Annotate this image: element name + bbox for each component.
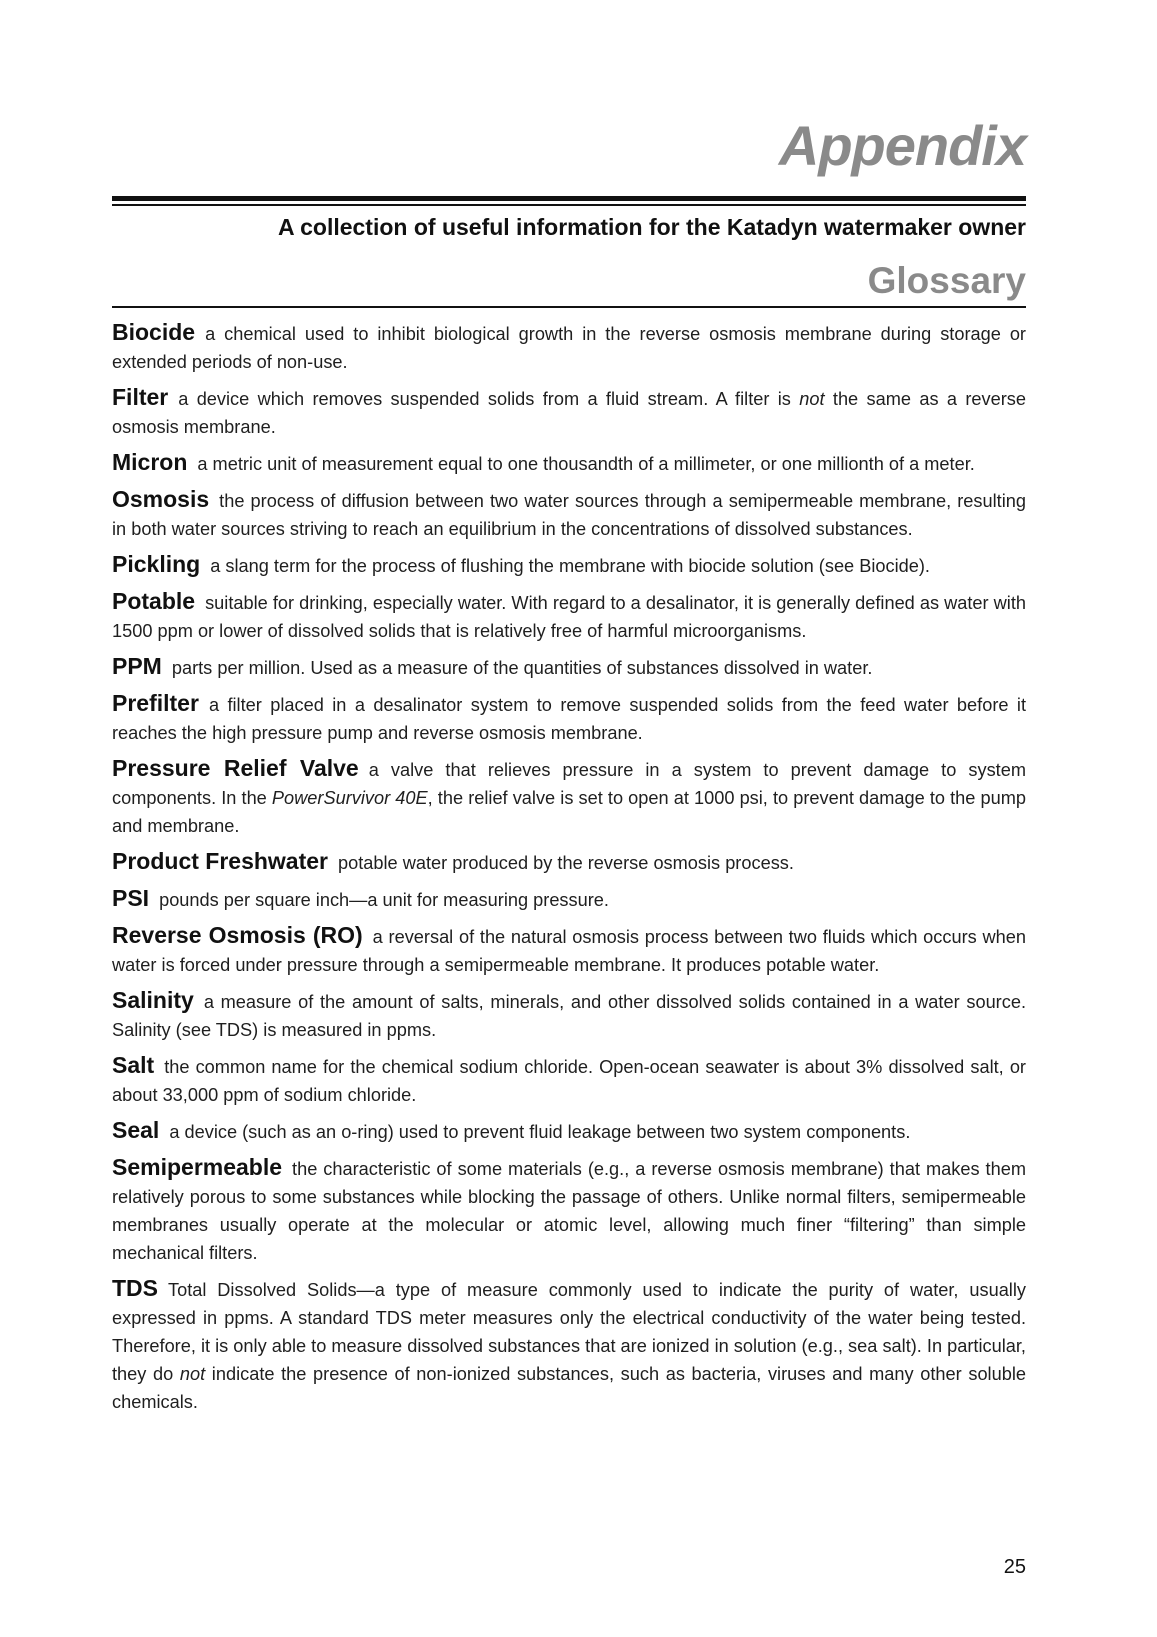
glossary-definition (112, 324, 1026, 372)
glossary-entry (112, 652, 1026, 682)
definition-text: the characteristic of some materials (e.g., a reverse osmosis membrane) that makes them relatively porous to some substances while blocking the passage of others. Unlike normal filters, semipermeable membranes usually operate at the molecular or atomic level, allowing much finer “filtering” than simple mechanical filters. (112, 1159, 1026, 1263)
glossary-definition (112, 1280, 1026, 1412)
page-subtitle: A collection of useful information for the Katadyn watermaker owner (277, 214, 1026, 240)
definition-text: a slang term for the process of flushing the membrane with biocide solution (see Biocide). (210, 556, 930, 576)
emphasis-text: PowerSurvivor 40E (271, 788, 428, 808)
glossary-entry (112, 550, 1026, 580)
definition-text: parts per million. Used as a measure of the quantities of substances dissolved in water. (171, 658, 873, 678)
glossary-entry (112, 485, 1026, 543)
glossary-entry (112, 383, 1026, 441)
definition-text: a chemical used to inhibit biological growth in the reverse osmosis membrane during storage or extended periods of non-use. (112, 324, 1026, 372)
glossary-definition (112, 593, 1026, 641)
definition-text: the process of diffusion between two water sources through a semipermeable membrane, resulting in both water sources striving to reach an equilibrium in the concentrations of dissolved substances. (112, 491, 1026, 539)
glossary-definition (159, 890, 609, 910)
definition-text: a metric unit of measurement equal to one thousandth of a millimeter, or one millionth of a meter. (197, 454, 975, 474)
definition-text: the common name for the chemical sodium chloride. Open-ocean seawater is about 3% dissolved salt, or about 33,000 ppm of sodium chloride. (112, 1057, 1026, 1105)
glossary-term: Product Freshwater (112, 848, 328, 874)
definition-text: a reversal of the natural osmosis process between two fluids which occurs when water is forced under pressure through a semipermeable membrane. It produces potable water. (112, 927, 1026, 975)
glossary-entry (112, 689, 1026, 747)
glossary-entry (112, 1051, 1026, 1109)
definition-text: a device (such as an o-ring) used to prevent fluid leakage between two system components. (169, 1122, 911, 1142)
glossary-entry (112, 847, 1026, 877)
glossary-term: Potable (112, 588, 196, 614)
glossary-definition (169, 1122, 910, 1142)
glossary-term: Salt (112, 1052, 155, 1078)
glossary-term: Pickling (112, 551, 201, 577)
glossary-definition (112, 491, 1026, 539)
glossary-definition (172, 658, 873, 678)
glossary-definition (338, 853, 794, 873)
definition-text: indicate the presence of non-ionized substances, such as bacteria, viruses and many other soluble chemicals. (112, 1364, 1026, 1412)
page-number: 25 (1003, 1556, 1026, 1578)
glossary-definition (112, 1057, 1026, 1105)
glossary-entry (112, 1153, 1026, 1267)
glossary-term: Semipermeable (112, 1154, 283, 1180)
emphasis-text: not (799, 389, 825, 409)
glossary-term: PPM (112, 653, 162, 679)
glossary-entry (112, 1274, 1026, 1416)
glossary-term: TDS (112, 1275, 158, 1301)
definition-text: a filter placed in a desalinator system to remove suspended solids from the feed water before it reaches the high pressure pump and reverse osmosis membrane. (112, 695, 1026, 743)
glossary-term: Pressure Relief Valve (112, 755, 359, 781)
glossary-definition (112, 992, 1026, 1040)
definition-text: a device which removes suspended solids from a fluid stream. A filter is (178, 389, 800, 409)
section-heading: Glossary (867, 260, 1026, 301)
definition-text: a valve that relieves pressure in a system to prevent damage to system components. In the (112, 760, 1026, 808)
glossary-term: Seal (112, 1117, 160, 1143)
glossary-entry (112, 754, 1026, 840)
glossary-term: Salinity (112, 987, 194, 1013)
title-rule-thin (112, 204, 1026, 206)
glossary-entry (112, 318, 1026, 376)
glossary-definition (197, 454, 974, 474)
definition-text: potable water produced by the reverse osmosis process. (338, 853, 794, 873)
glossary-entry (112, 1116, 1026, 1146)
definition-text: a measure of the amount of salts, minerals, and other dissolved solids contained in a water source. Salinity (see TDS) is measured in ppms. (112, 992, 1026, 1040)
definition-text: Total Dissolved Solids—a type of measure commonly used to indicate the purity of water, usually expressed in ppms. A standard TDS meter measures only the electrical conductivity of the water being tested. Therefore, it is only able to measure dissolved substances that are ionized in solution (e.g., sea salt). In particular, they do (112, 1280, 1026, 1384)
definition-text: suitable for drinking, especially water. With regard to a desalinator, it is generally defined as water with 1500 ppm or lower of dissolved solids that is relatively free of harmful microorganisms. (112, 593, 1026, 641)
definition-text: , the relief valve is set to open at 1000 psi, to prevent damage to the pump and membrane. (112, 788, 1027, 836)
glossary-term: Prefilter (112, 690, 199, 716)
section-rule (112, 306, 1026, 308)
glossary-term: Micron (112, 449, 188, 475)
glossary-entry (112, 921, 1026, 979)
page-title: Appendix (778, 114, 1026, 177)
definition-text: pounds per square inch—a unit for measuring pressure. (159, 890, 609, 910)
glossary-definition (210, 556, 930, 576)
glossary-list (112, 318, 1026, 1423)
glossary-term: Filter (112, 384, 169, 410)
glossary-entry (112, 986, 1026, 1044)
emphasis-text: not (179, 1364, 206, 1384)
glossary-entry (112, 448, 1026, 478)
title-rule-thick (112, 196, 1026, 201)
glossary-term: Osmosis (112, 486, 210, 512)
glossary-term: PSI (112, 885, 150, 911)
glossary-entry (112, 587, 1026, 645)
glossary-term: Reverse Osmosis (RO) (112, 922, 363, 948)
glossary-definition (112, 389, 1026, 437)
definition-text: the same as a reverse osmosis membrane. (112, 389, 1026, 437)
glossary-entry (112, 884, 1026, 914)
glossary-definition (112, 695, 1026, 743)
glossary-term: Biocide (112, 319, 196, 345)
